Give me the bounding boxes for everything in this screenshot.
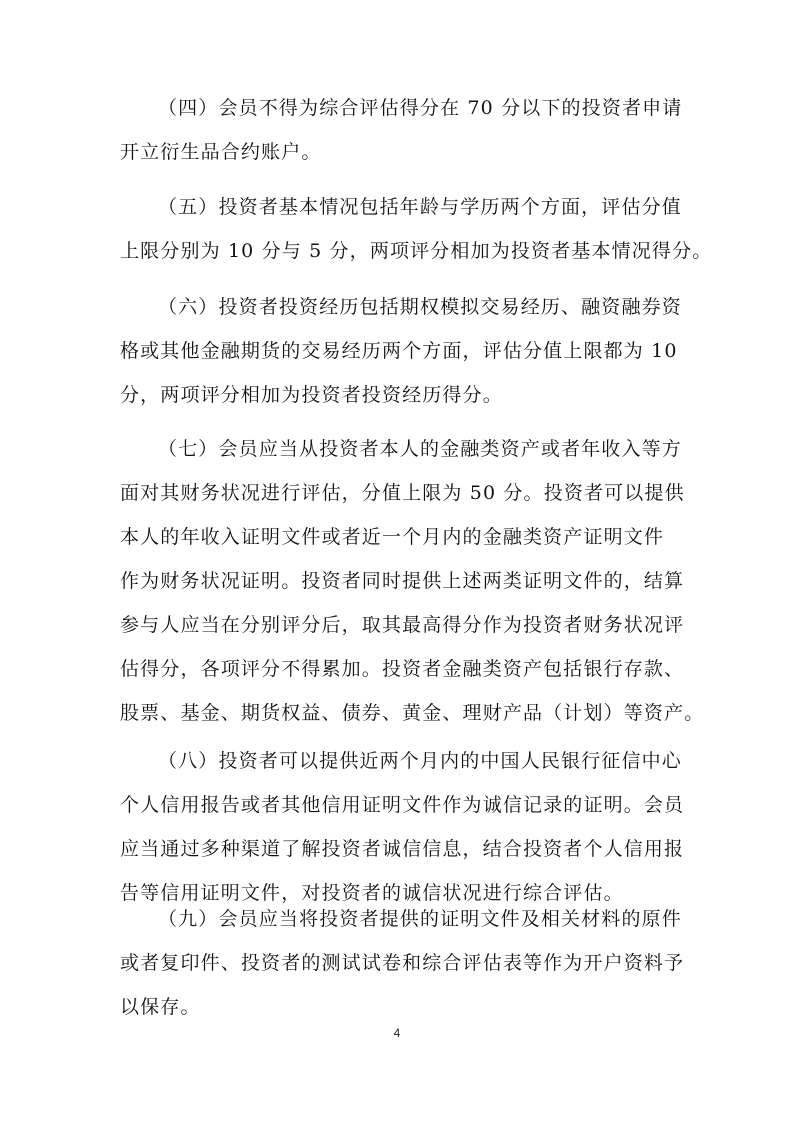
paragraph-8	[120, 739, 685, 915]
paragraph-line: 开立衍生品合约账户。	[120, 141, 322, 163]
paragraph-line: （七）会员应当从投资者本人的金融类资产或者年收入等方	[158, 438, 682, 460]
paragraph-line: 分，两项评分相加为投资者投资经历得分。	[120, 384, 503, 406]
paragraph-line: 或者复印件、投资者的测试试卷和综合评估表等作为开户资料予	[120, 952, 685, 974]
paragraph-line: 作为财务状况证明。投资者同时提供上述两类证明文件的，结算	[120, 570, 685, 592]
paragraph-line: （六）投资者投资经历包括期权模拟交易经历、融资融券资	[158, 296, 682, 318]
paragraph-line: 股票、基金、期货权益、债券、黄金、理财产品（计划）等资产。	[120, 702, 705, 724]
paragraph-line: 上限分别为 10 分与 5 分，两项评分相加为投资者基本情况得分。	[120, 240, 713, 262]
paragraph-line: 以保存。	[120, 996, 201, 1018]
paragraph-7	[120, 427, 705, 735]
paragraph-line: 面对其财务状况进行评估，分值上限为 50 分。投资者可以提供	[120, 482, 685, 504]
paragraph-line: 估得分，各项评分不得累加。投资者金融类资产包括银行存款、	[120, 658, 685, 680]
paragraph-line: （八）投资者可以提供近两个月内的中国人民银行征信中心	[158, 750, 682, 772]
paragraph-6	[120, 285, 682, 417]
paragraph-line: 个人信用报告或者其他信用证明文件作为诚信记录的证明。会员	[120, 794, 685, 816]
paragraph-9	[120, 897, 685, 1029]
paragraph-line: （五）投资者基本情况包括年龄与学历两个方面，评估分值	[158, 196, 682, 218]
paragraph-line: （九）会员应当将投资者提供的证明文件及相关材料的原件	[158, 908, 682, 930]
paragraph-line: （四）会员不得为综合评估得分在 70 分以下的投资者申请	[158, 97, 683, 119]
paragraph-4	[120, 86, 682, 174]
page-number: 4	[393, 1026, 401, 1040]
paragraph-line: 本人的年收入证明文件或者近一个月内的金融类资产证明文件	[120, 526, 665, 548]
paragraph-5	[120, 185, 713, 273]
paragraph-line: 应当通过多种渠道了解投资者诚信信息，结合投资者个人信用报	[120, 838, 685, 860]
paragraph-line: 告等信用证明文件，对投资者的诚信状况进行综合评估。	[120, 882, 624, 904]
paragraph-line: 格或其他金融期货的交易经历两个方面，评估分值上限都为 10	[120, 340, 678, 362]
paragraph-line: 参与人应当在分别评分后，取其最高得分作为投资者财务状况评	[120, 614, 685, 636]
